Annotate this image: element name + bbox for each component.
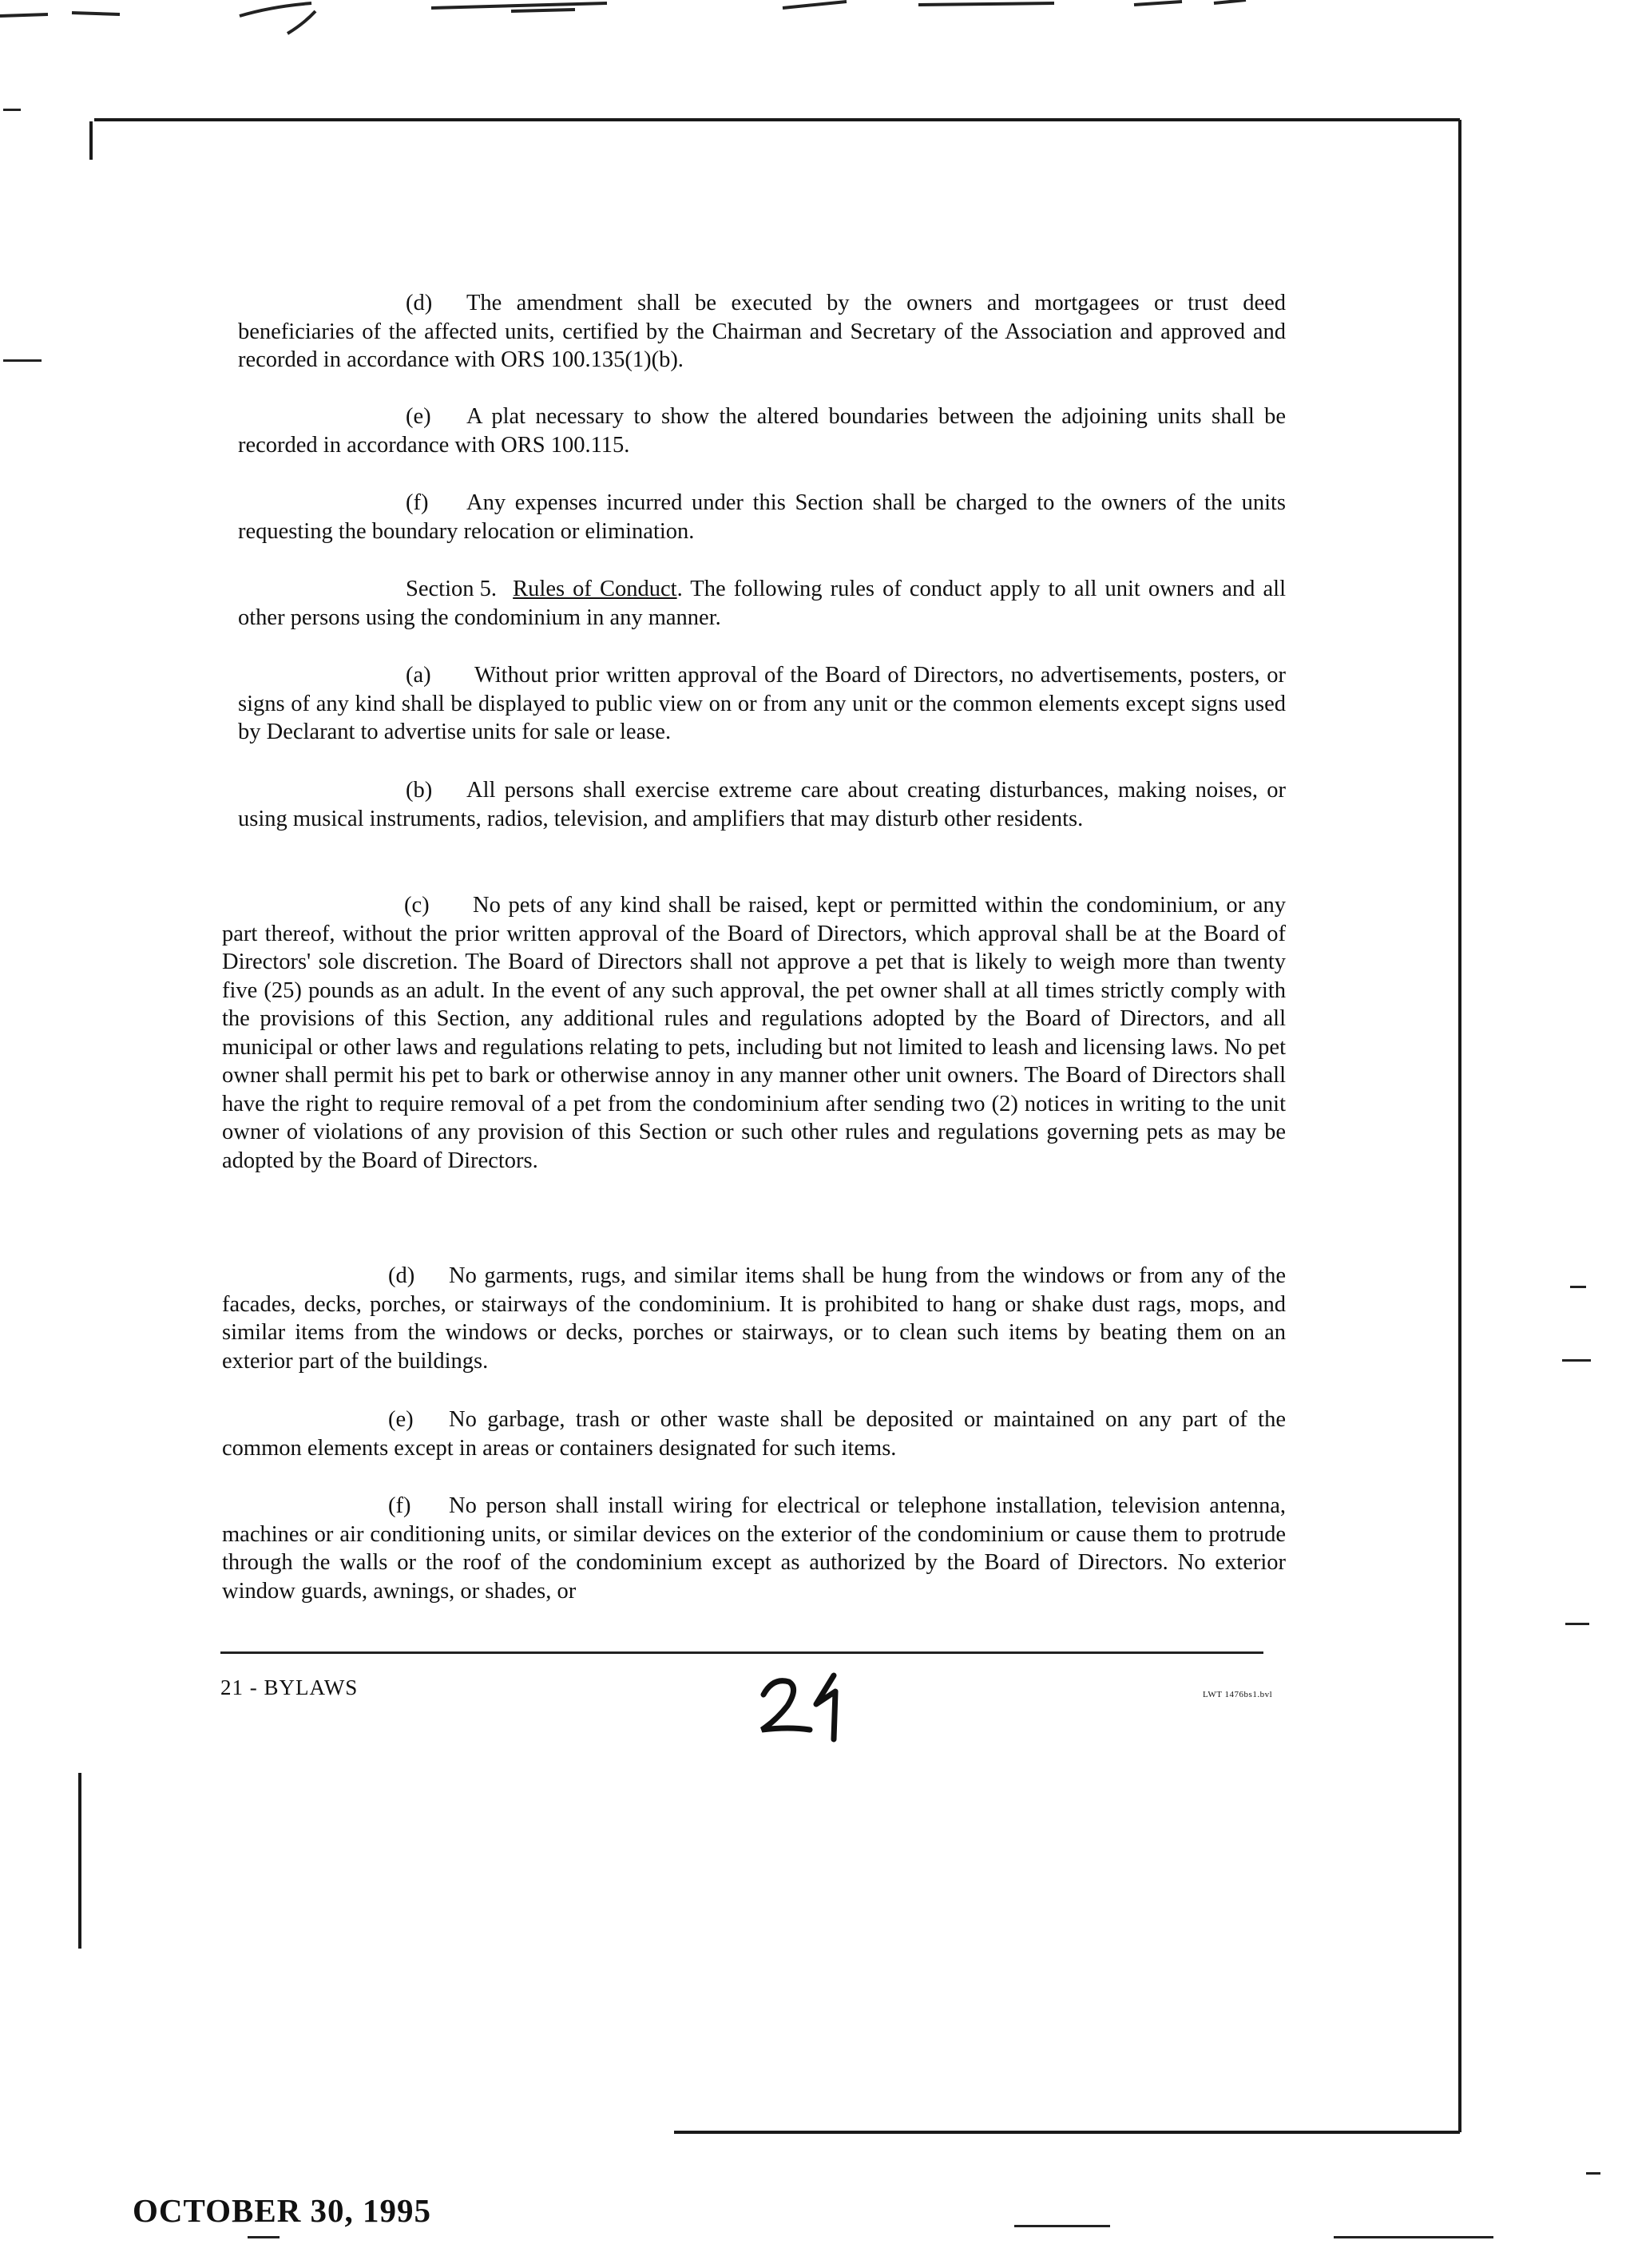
date-stamp: OCTOBER 30, 1995 <box>133 2192 432 2229</box>
footer-document-code: LWT 1476bs1.bvl <box>1203 1690 1273 1699</box>
rule-text: No person shall install wiring for electrical or telephone installation, television antenna, machines or air conditioning units, or similar devices on the exterior of the condominium or cause them to protrude through the walls or the roof of the condominium except as authorized by the Board of Directors. No exterior window guards, awnings, or shades, or <box>222 1493 1286 1604</box>
paragraph-d <box>238 289 1286 375</box>
paragraph-label: (f) <box>406 490 429 515</box>
section-intro: . The following rules of conduct apply to all unit owners and all other persons using the condominium in any manner. <box>238 577 1286 630</box>
scan-mark-left <box>78 1773 81 1949</box>
section-number: Section 5. <box>406 577 497 601</box>
rule-d <box>222 1262 1286 1375</box>
rule-text: No pets of any kind shall be raised, kept or permitted within the condominium, or any part thereof, without the prior written approval of the Board of Directors, which approval shall be at the Board of Directors' sole discretion. The Board of Directors shall not approve a pet that is likely to weigh more than twenty five (25) pounds as an adult. In the event of any such approval, the pet owner shall at all times strictly comply with the provisions of this Section, any additional rules and regulations adopted by the Board of Directors, and all municipal or other laws and regulations relating to pets, including but not limited to leash and licensing laws. No pet owner shall permit his pet to bark or otherwise annoy in any manner other unit owners. The Board of Directors shall have the right to require removal of a pet from the condominium after sending two (2) notices in writing to the unit owner of violations of any provision of this Section or such other rules and regulations governing pets as may be adopted by the Board of Directors. <box>222 893 1286 1173</box>
rule-c <box>222 891 1286 1175</box>
page-border-left <box>89 121 93 160</box>
scan-mark <box>1014 2225 1110 2227</box>
page-border-bottom <box>674 2131 1460 2134</box>
scan-smudge-top <box>0 0 1626 48</box>
scan-mark <box>1565 1623 1589 1625</box>
scan-mark <box>248 2236 280 2238</box>
handwritten-page-number <box>757 1671 853 1743</box>
scan-mark <box>1586 2172 1600 2175</box>
footer-page-label: 21 - BYLAWS <box>220 1675 359 1699</box>
rule-e <box>222 1406 1286 1462</box>
paragraph-f <box>238 489 1286 545</box>
page-border-top <box>94 118 1460 121</box>
section-5-heading <box>238 575 1286 632</box>
scan-mark <box>1562 1359 1591 1362</box>
rule-label: (f) <box>388 1493 411 1518</box>
paragraph-text: The amendment shall be executed by the owners and mortgagees or trust deed beneficiaries of the affected units, certified by the Chairman and Secretary of the Association and approved and recorded in accordance with ORS 100.135(1)(b). <box>238 291 1286 372</box>
footer-divider <box>220 1651 1263 1654</box>
rule-text: No garments, rugs, and similar items shall be hung from the windows or from any of the facades, decks, porches, or stairways of the condominium. It is prohibited to hang or shake dust rags, mops, and similar items from the windows or decks, porches or stairways, or to clean such items by beating them on an exterior part of the buildings. <box>222 1263 1286 1374</box>
scan-mark <box>3 109 21 111</box>
paragraph-text: Any expenses incurred under this Section shall be charged to the owners of the units requesting the boundary relocation or elimination. <box>238 490 1286 544</box>
rule-text: No garbage, trash or other waste shall be deposited or maintained on any part of the common elements except in areas or containers designated for such items. <box>222 1407 1286 1461</box>
section-title: Rules of Conduct <box>513 577 677 601</box>
paragraph-label: (e) <box>406 404 431 429</box>
scan-mark <box>1570 1286 1586 1288</box>
page-border-right <box>1458 120 1461 2132</box>
rule-label: (a) <box>406 663 431 688</box>
scan-mark <box>3 359 42 362</box>
paragraph-e <box>238 402 1286 459</box>
rule-text: Without prior written approval of the Board of Directors, no advertisements, posters, or signs of any kind shall be displayed to public view on or from any unit or the common elements except signs used by Declarant to advertise units for sale or lease. <box>238 663 1286 744</box>
rule-f <box>222 1492 1286 1605</box>
rule-label: (d) <box>388 1263 415 1288</box>
rule-text: All persons shall exercise extreme care about creating disturbances, making noises, or using musical instruments, radios, television, and amplifiers that may disturb other residents. <box>238 778 1286 831</box>
paragraph-label: (d) <box>406 291 433 315</box>
scan-mark <box>1334 2236 1493 2238</box>
rule-label: (b) <box>406 778 433 803</box>
paragraph-text: A plat necessary to show the altered boundaries between the adjoining units shall be recorded in accordance with ORS 100.115. <box>238 404 1286 458</box>
rule-label: (e) <box>388 1407 414 1432</box>
rule-b <box>238 776 1286 833</box>
rule-label: (c) <box>404 893 430 918</box>
rule-a <box>238 661 1286 747</box>
